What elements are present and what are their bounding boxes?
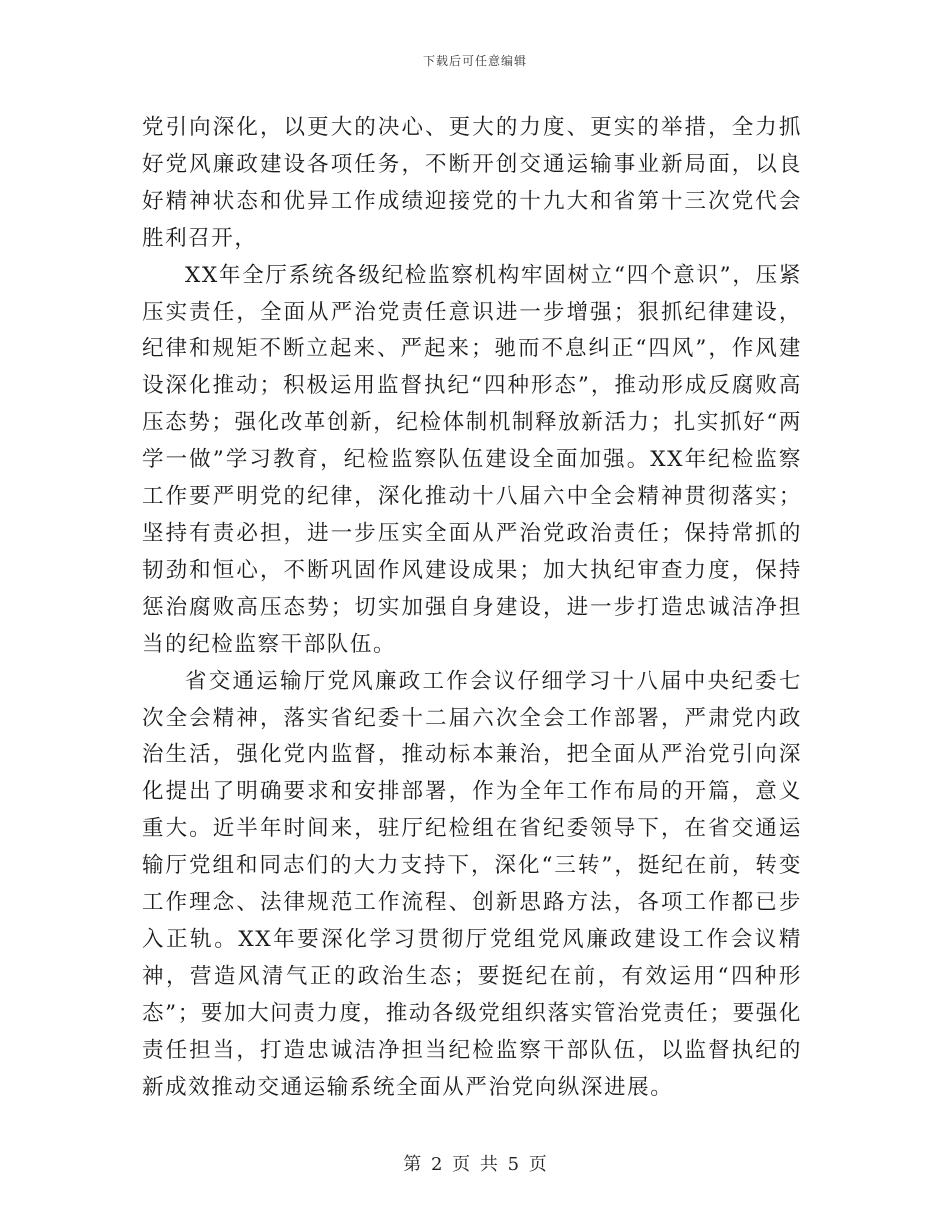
page-header: 下载后可任意编辑 (422, 54, 527, 68)
document-body (142, 110, 802, 1106)
paragraph-conference-spirit: 省交通运输厅党风廉政工作会议仔细学习十八届中央纪委七次全会精神，落实省纪委十二届六次全会工作部署，严肃党内政治生活，强化党内监督，推动标本兼治，把全面从严治党引向深化提出了明确要求和安排部署，作为全年工作布局的开篇，意义重大。近半年时间来，驻厅纪检组在省纪委领导下，在省交通运输厅党组和同志们的大力支持下，深化“三转”，挺纪在前，转变工作理念、法律规范工作流程、创新思路方法，各项工作都已步入正轨。XX年要深化学习贯彻厅党组党风廉政建设工作会议精神，营造风清气正的政治生态；要挺纪在前，有效运用“四种形态”；要加大问责力度，推动各级党组织落实管治党责任；要强化责任担当，打造忠诚洁净担当纪检监察干部队伍，以监督执纪的新成效推动交通运输系统全面从严治党向纵深进展。 (142, 668, 802, 1100)
paragraph-continuation: 党引向深化，以更大的决心、更大的力度、更实的举措，全力抓好党风廉政建设各项任务，不断开创交通运输事业新局面，以良好精神状态和优异工作成绩迎接党的十九大和省第十三次党代会胜利召开， (142, 115, 802, 251)
page-number: 第 2 页 共 5 页 (403, 1154, 547, 1175)
paragraph-annual-summary: XX年全厅系统各级纪检监察机构牢固树立“四个意识”，压紧压实责任，全面从严治党责任意识进一步增强；狠抓纪律建设，纪律和规矩不断立起来、严起来；驰而不息纠正“四风”，作风建设深化推动；积极运用监督执纪“四种形态”，推动形成反腐败高压态势；强化改革创新，纪检体制机制释放新活力；扎实抓好“两学一做”学习教育，纪检监察队伍建设全面加强。XX年纪检监察工作要严明党的纪律，深化推动十八届六中全会精神贯彻落实；坚持有责必担，进一步压实全面从严治党政治责任；保持常抓的韧劲和恒心，不断巩固作风建设成果；加大执纪审查力度，保持惩治腐败高压态势；切实加强自身建设，进一步打造忠诚洁净担当的纪检监察干部队伍。 (142, 262, 802, 657)
